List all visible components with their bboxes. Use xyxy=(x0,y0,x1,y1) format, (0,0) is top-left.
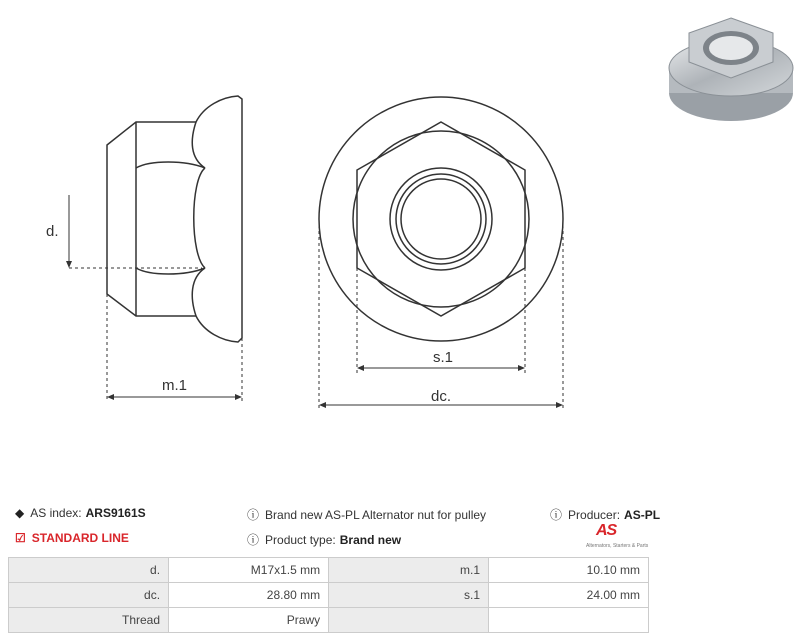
spec-label: s.1 xyxy=(329,583,489,608)
table-row xyxy=(9,558,649,583)
spec-label: Thread xyxy=(9,608,169,633)
product-type-value: Brand new xyxy=(339,532,402,547)
spec-label: d. xyxy=(9,558,169,583)
product-type-label: Product type: xyxy=(265,532,336,547)
description-text: Brand new AS-PL Alternator nut for pulley xyxy=(265,507,487,522)
as-index-row xyxy=(15,506,146,520)
producer-value: AS-PL xyxy=(624,507,661,522)
dim-label-s1: s.1 xyxy=(433,349,454,366)
spec-value: 24.00 mm xyxy=(489,583,649,608)
producer-row xyxy=(550,506,660,523)
checkbox-icon: ☑ xyxy=(15,531,26,545)
spec-label xyxy=(329,608,489,633)
spec-value: M17x1.5 mm xyxy=(169,558,329,583)
info-icon: ⓘ xyxy=(247,508,260,522)
nut-side-view xyxy=(107,96,242,342)
standard-line-row xyxy=(15,531,129,545)
standard-line-label: STANDARD LINE xyxy=(31,531,129,545)
spec-value: Prawy xyxy=(169,608,329,633)
spec-value: 28.80 mm xyxy=(169,583,329,608)
specs-table xyxy=(8,557,649,633)
logo-subtext: Alternators, Starters & Parts xyxy=(586,543,649,549)
as-index-value: ARS9161S xyxy=(85,506,146,520)
dim-label-dc: dc. xyxy=(431,388,452,405)
tag-icon: ◆ xyxy=(15,506,25,520)
nut-front-view xyxy=(319,97,563,341)
spec-value xyxy=(489,608,649,633)
info-icon: ⓘ xyxy=(247,533,260,547)
dim-label-d: d. xyxy=(46,223,59,240)
table-row xyxy=(9,608,649,633)
spec-label: dc. xyxy=(9,583,169,608)
spec-value: 10.10 mm xyxy=(489,558,649,583)
as-index-label: AS index: xyxy=(30,506,82,520)
product-photo xyxy=(669,18,793,121)
spec-label: m.1 xyxy=(329,558,489,583)
logo-text: AS xyxy=(596,522,617,539)
table-row xyxy=(9,583,649,608)
description-row xyxy=(247,506,486,523)
product-type-row xyxy=(247,531,401,548)
producer-label: Producer: xyxy=(568,507,621,522)
info-icon: ⓘ xyxy=(550,508,563,522)
dim-label-m1: m.1 xyxy=(162,377,188,394)
as-logo xyxy=(586,524,652,552)
